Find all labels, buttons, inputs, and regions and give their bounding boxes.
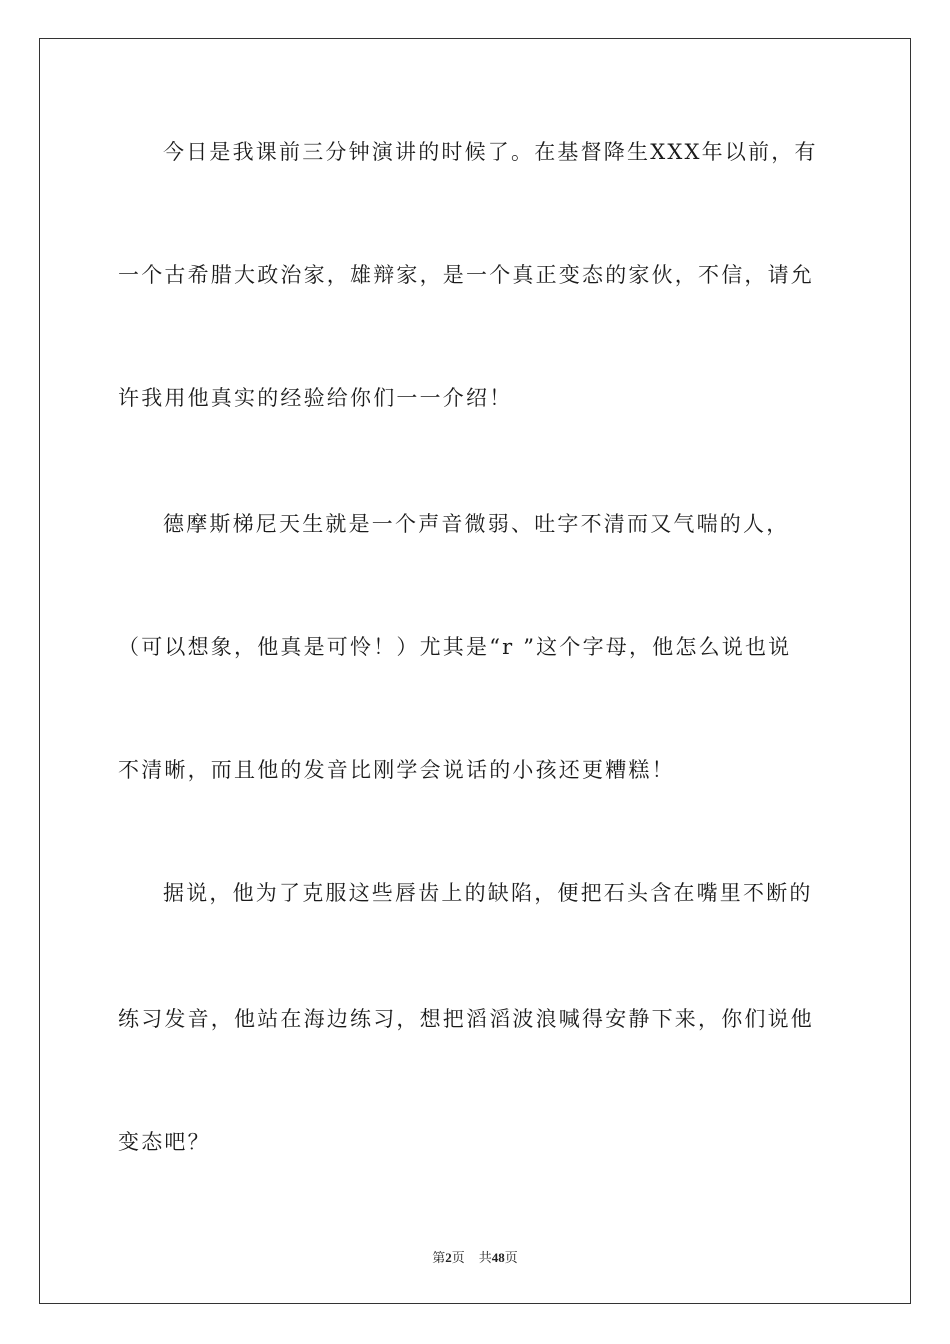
page-suffix: 页 bbox=[451, 1250, 465, 1265]
total-prefix: 共 bbox=[478, 1250, 492, 1265]
paragraph-3-line-3: 变态吧？ bbox=[118, 1130, 211, 1154]
paragraph-1-line-2: 一个古希腊大政治家，雄辩家，是一个真正变态的家伙，不信，请允 bbox=[118, 263, 814, 287]
page-prefix: 第 bbox=[432, 1250, 446, 1265]
paragraph-3-line-1: 据说，他为了克服这些唇齿上的缺陷，便把石头含在嘴里不断的 bbox=[163, 881, 813, 905]
total-pages: 48 bbox=[491, 1250, 505, 1265]
page-number: 2 bbox=[445, 1250, 452, 1265]
total-suffix: 页 bbox=[504, 1250, 518, 1265]
paragraph-2-line-2: （可以想象，他真是可怜！）尤其是“r ”这个字母，他怎么说也说 bbox=[118, 635, 792, 659]
page-frame bbox=[39, 38, 911, 1304]
paragraph-1-line-3: 许我用他真实的经验给你们一一介绍！ bbox=[118, 386, 513, 410]
paragraph-2-line-1: 德摩斯梯尼天生就是一个声音微弱、吐字不清而又气喘的人， bbox=[163, 512, 790, 536]
paragraph-2-line-3: 不清晰，而且他的发音比刚学会说话的小孩还更糟糕！ bbox=[118, 758, 675, 782]
paragraph-1-line-1: 今日是我课前三分钟演讲的时候了。在基督降生XXX年以前，有 bbox=[163, 140, 818, 164]
page-footer bbox=[0, 1247, 950, 1266]
paragraph-3-line-2: 练习发音，他站在海边练习，想把滔滔波浪喊得安静下来，你们说他 bbox=[118, 1007, 814, 1031]
